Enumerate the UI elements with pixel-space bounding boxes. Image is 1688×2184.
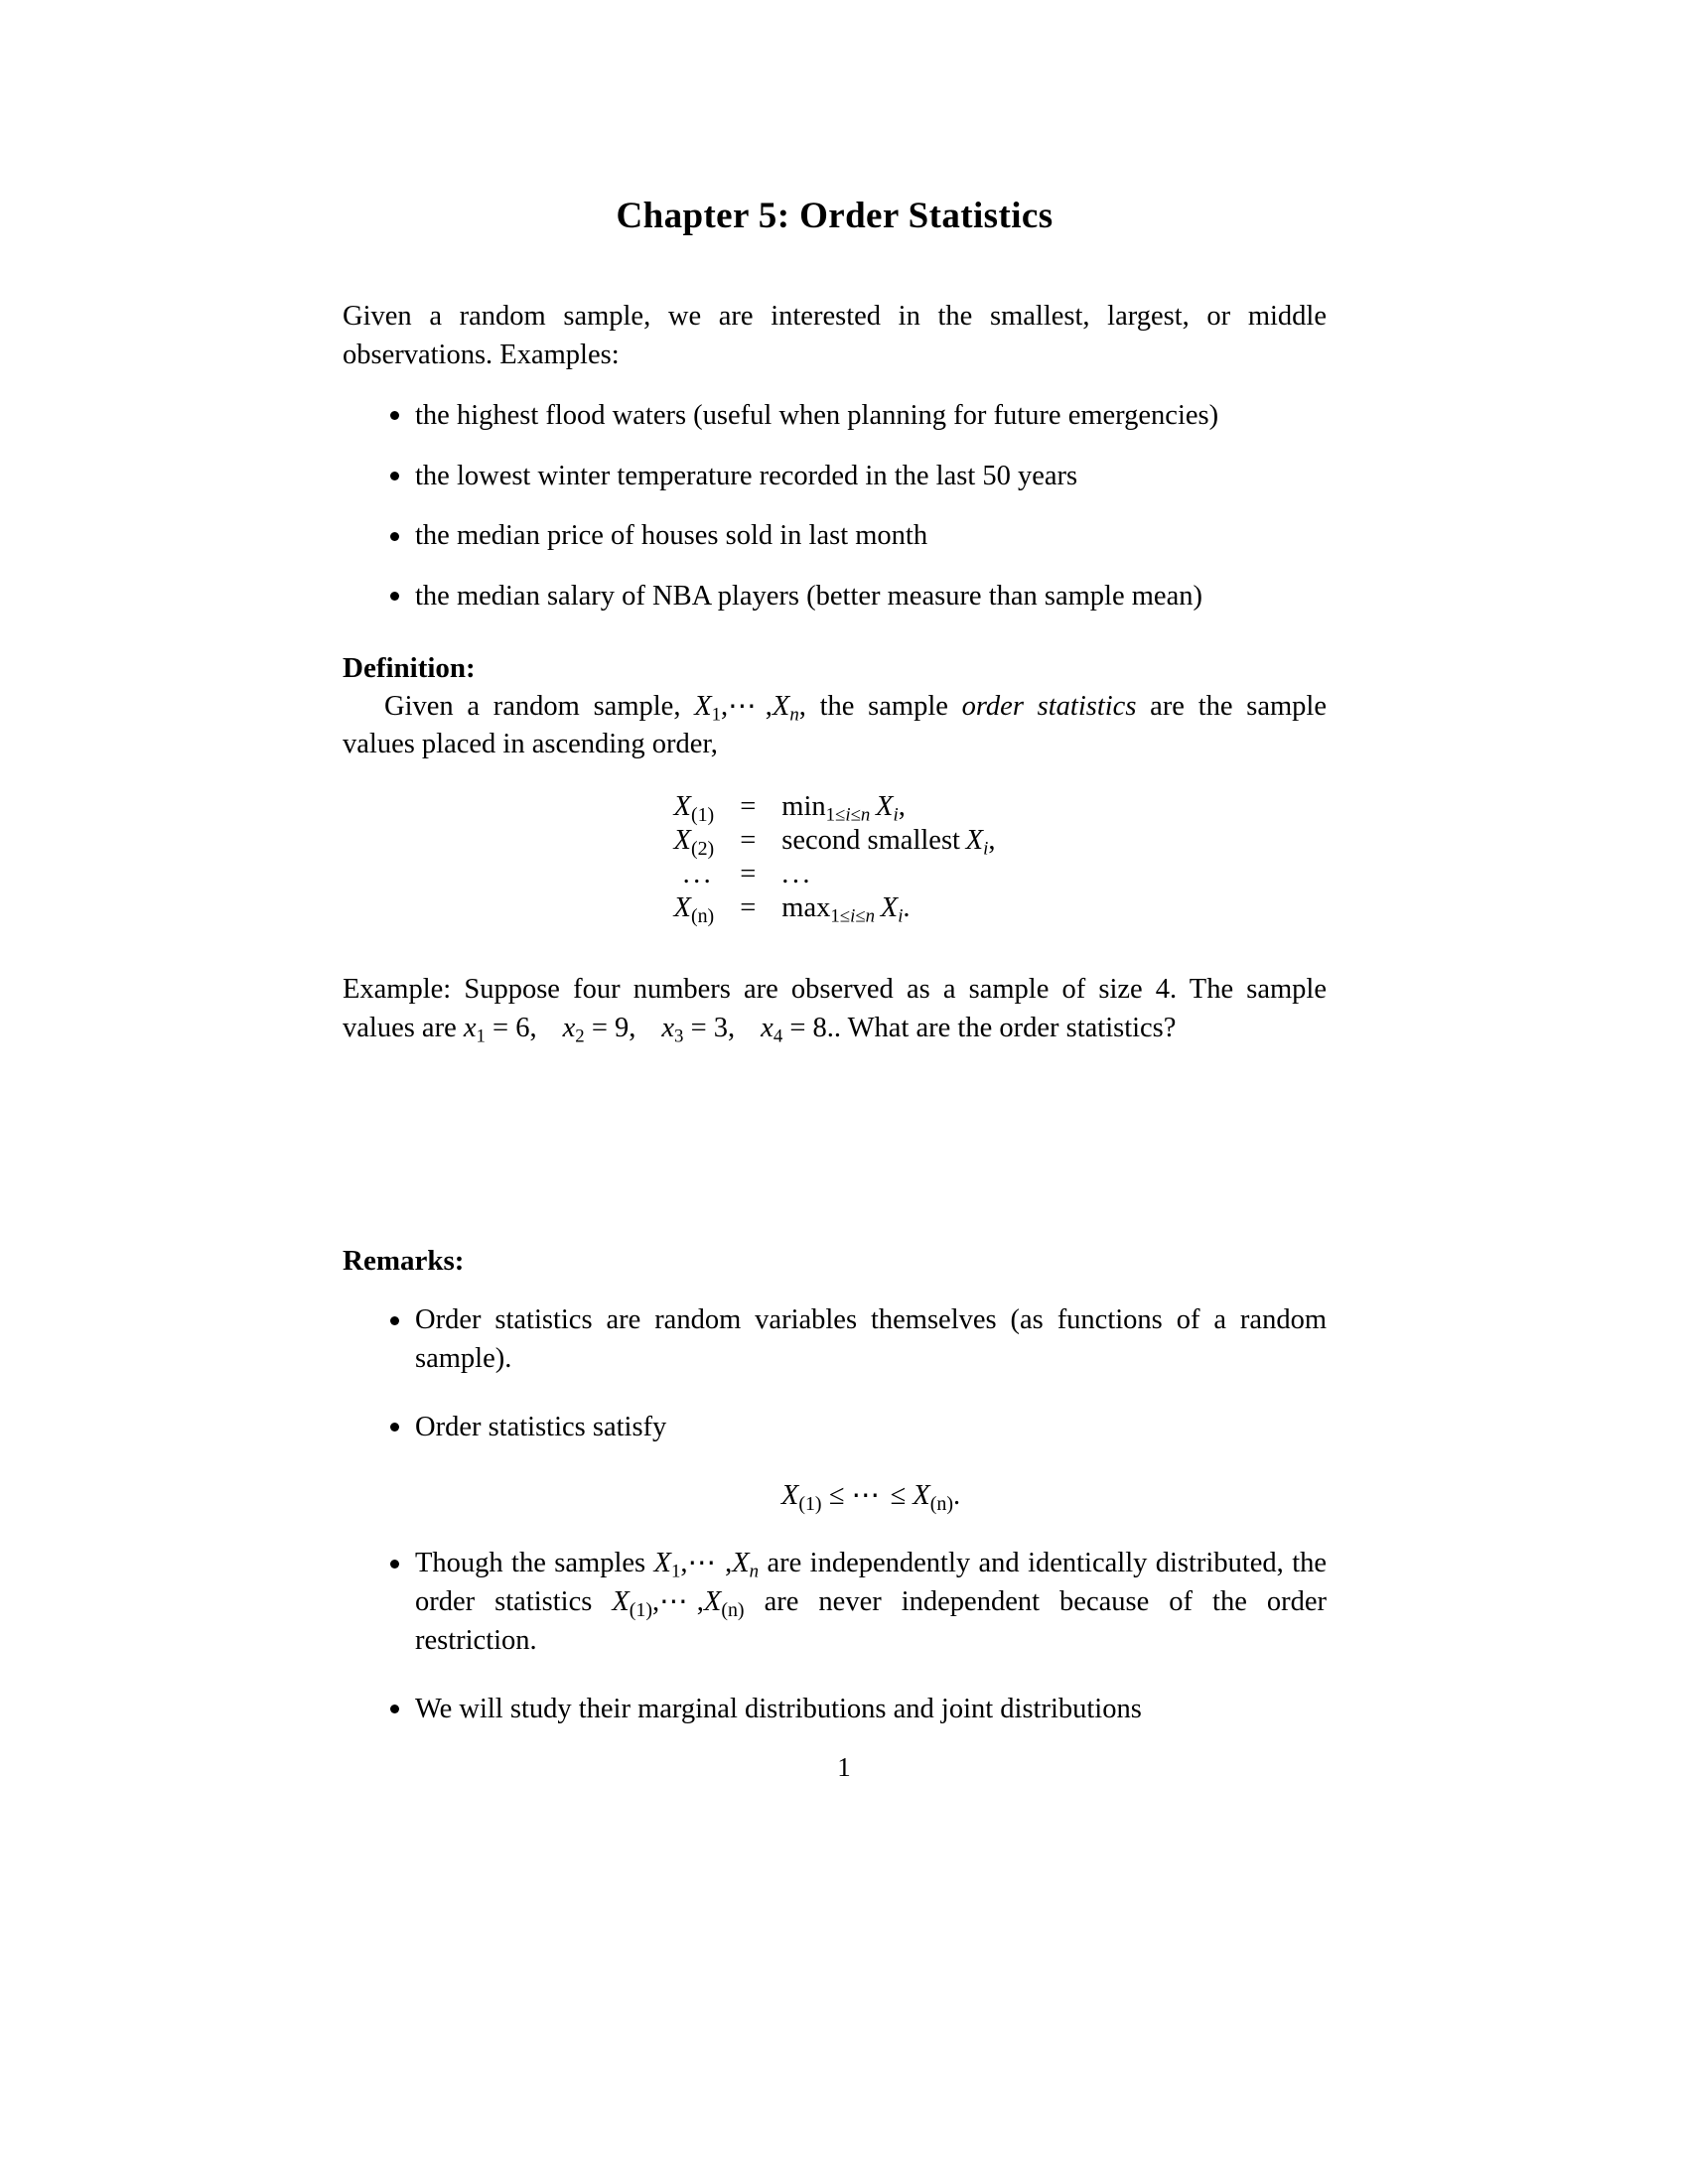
list-item [343, 1409, 1327, 1516]
remarks-list [343, 1301, 1327, 1728]
list-item-text: the median salary of NBA players (better measure than sample mean) [415, 581, 1202, 613]
spacer [343, 616, 1327, 650]
list-item-text: Order statistics satisfy [415, 1411, 667, 1442]
order-statistics-equations [673, 790, 996, 928]
equation-lhs: $X_{(n)}$ [673, 892, 715, 928]
example-value-4: $x_4 = 8$ [761, 1012, 827, 1047]
definition-paragraph [343, 688, 1327, 765]
bullet-icon [390, 472, 399, 480]
example-value-2: $x_2 = 9$, [562, 1012, 636, 1047]
equation-row [673, 824, 996, 861]
example-text-1: Suppose four numbers are observed as a sample of size 4. The sample values are [343, 974, 1327, 1043]
list-item-text: the median price of houses sold in last month [415, 520, 928, 552]
bullet-icon [390, 1423, 399, 1432]
list-item [343, 397, 1327, 436]
spacer [343, 925, 1327, 971]
definition-text-mid: , the sample [798, 690, 962, 722]
bullet-icon [390, 592, 399, 601]
page-title: Chapter 5: Order Statistics [616, 196, 1054, 236]
list-item [343, 458, 1327, 496]
intro-paragraph: Given a random sample, we are interested in the smallest, largest, or middle observations. Examples: [343, 301, 1327, 371]
equation-relation: = [740, 892, 757, 924]
equation-relation: = [740, 791, 757, 823]
examples-list [343, 397, 1327, 616]
example-value-1: $x_1 = 6$, [463, 1012, 537, 1047]
remark-text-part-1: Though the samples [415, 1548, 654, 1579]
definition-text-after: are the sample values placed in ascending order, [343, 690, 1327, 760]
equation-rhs: $\max_{1\le i\le n} X_i$. [781, 892, 911, 927]
example-text-2: .. What are the order statistics? [826, 1012, 1177, 1043]
definition-heading: Definition: [343, 651, 476, 684]
remarks-heading: Remarks: [343, 1244, 465, 1277]
example-label: Example: [343, 974, 452, 1006]
remark-text-part-2: are independently and identically distributed, the order statistics [415, 1548, 1328, 1618]
definition-text-before: Given a random sample, [384, 690, 695, 722]
bullet-icon [390, 411, 399, 420]
definition-emphasis: order statistics [961, 690, 1137, 722]
example-paragraph [343, 971, 1327, 1048]
list-item-text: the highest flood waters (useful when planning for future emergencies) [415, 399, 1219, 431]
remark-math-samples: $X_1,\cdots$ $,X_n$ [653, 1548, 760, 1582]
equation-lhs: $X_{(1)}$ [673, 791, 715, 827]
order-inequality-equation: $X_{(1)}$ ≤ ⋯ ≤ $X_{(n)}$. [780, 1479, 961, 1515]
page-content [343, 195, 1327, 1758]
list-item [343, 1545, 1327, 1660]
list-item-text: the lowest winter temperature recorded in the last 50 years [415, 460, 1078, 491]
bullet-icon [390, 1560, 399, 1569]
bullet-icon [390, 532, 399, 541]
equation-relation: = [740, 859, 757, 890]
remark-math-order-stats: $X_{(1)},\cdots$ $,X_{(n)}$ [612, 1586, 745, 1621]
equation-rhs: ... [781, 859, 813, 890]
remark-text-part-3: are never independent because of the order restriction. [415, 1586, 1327, 1656]
page-number: 1 [837, 1752, 851, 1782]
list-item [343, 578, 1327, 616]
blank-work-area [343, 1048, 1327, 1243]
equation-lhs: ... [682, 859, 715, 890]
example-value-3: $x_3 = 3$, [661, 1012, 736, 1047]
bullet-icon [390, 1316, 399, 1325]
bullet-icon [390, 1705, 399, 1713]
list-item [343, 517, 1327, 556]
equation-row [673, 891, 996, 928]
list-item [343, 1301, 1327, 1379]
equation-rhs: second smallest $X_i$, [781, 825, 996, 860]
list-item-text: We will study their marginal distributions and joint distributions [415, 1693, 1142, 1724]
equation-lhs: $X_{(2)}$ [673, 825, 715, 861]
equation-rhs: $\min_{1\le i\le n} X_i$, [781, 791, 906, 826]
equation-relation: = [740, 825, 757, 857]
list-item [343, 1691, 1327, 1729]
equation-row [673, 790, 996, 827]
equation-row [674, 858, 996, 891]
definition-sample-math: $X_1,\cdots$ $,X_n$ [694, 690, 799, 725]
list-item-text: Order statistics are random variables themselves (as functions of a random sample). [415, 1304, 1327, 1375]
